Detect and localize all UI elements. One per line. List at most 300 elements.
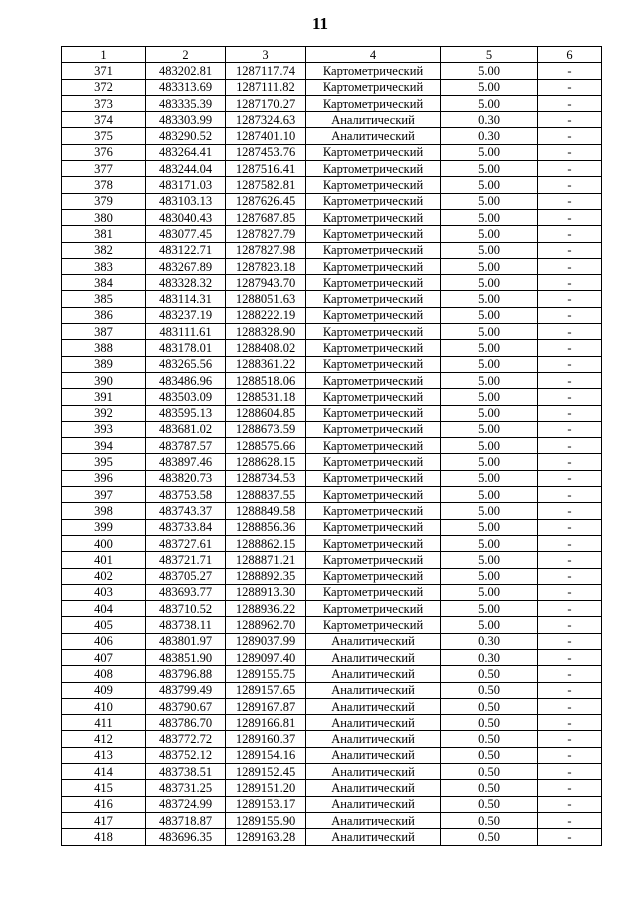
table-body: [62, 63, 602, 845]
x-coordinate-cell: 483202.81: [146, 63, 226, 79]
point-number-cell: 395: [62, 454, 146, 470]
y-coordinate-cell: 1288673.59: [226, 421, 306, 437]
table-row: [62, 552, 602, 568]
point-number-cell: 402: [62, 568, 146, 584]
y-coordinate-cell: 1287943.70: [226, 275, 306, 291]
point-number-cell: 407: [62, 649, 146, 665]
point-number-cell: 393: [62, 421, 146, 437]
table-row: [62, 242, 602, 258]
table-row: [62, 63, 602, 79]
method-cell: Картометрический: [306, 519, 441, 535]
header-row: [62, 47, 602, 63]
x-coordinate-cell: 483486.96: [146, 372, 226, 388]
note-cell: -: [538, 780, 602, 796]
y-coordinate-cell: 1287687.85: [226, 209, 306, 225]
point-number-cell: 373: [62, 95, 146, 111]
note-cell: -: [538, 698, 602, 714]
table-row: [62, 95, 602, 111]
x-coordinate-cell: 483753.58: [146, 487, 226, 503]
point-number-cell: 390: [62, 372, 146, 388]
accuracy-cell: 5.00: [441, 389, 538, 405]
point-number-cell: 374: [62, 112, 146, 128]
note-cell: -: [538, 552, 602, 568]
note-cell: -: [538, 95, 602, 111]
method-cell: Картометрический: [306, 372, 441, 388]
x-coordinate-cell: 483738.11: [146, 617, 226, 633]
x-coordinate-cell: 483267.89: [146, 258, 226, 274]
x-coordinate-cell: 483595.13: [146, 405, 226, 421]
y-coordinate-cell: 1289155.75: [226, 666, 306, 682]
note-cell: -: [538, 405, 602, 421]
table-row: [62, 487, 602, 503]
note-cell: -: [538, 226, 602, 242]
y-coordinate-cell: 1288913.30: [226, 584, 306, 600]
point-number-cell: 386: [62, 307, 146, 323]
y-coordinate-cell: 1288936.22: [226, 601, 306, 617]
column-header-1: 1: [62, 47, 146, 63]
note-cell: -: [538, 193, 602, 209]
point-number-cell: 375: [62, 128, 146, 144]
point-number-cell: 383: [62, 258, 146, 274]
table-row: [62, 177, 602, 193]
point-number-cell: 392: [62, 405, 146, 421]
accuracy-cell: 0.30: [441, 649, 538, 665]
table-row: [62, 372, 602, 388]
method-cell: Картометрический: [306, 324, 441, 340]
point-number-cell: 371: [62, 63, 146, 79]
x-coordinate-cell: 483820.73: [146, 470, 226, 486]
x-coordinate-cell: 483710.52: [146, 601, 226, 617]
accuracy-cell: 0.50: [441, 715, 538, 731]
method-cell: Аналитический: [306, 715, 441, 731]
table-row: [62, 698, 602, 714]
accuracy-cell: 0.50: [441, 764, 538, 780]
method-cell: Аналитический: [306, 812, 441, 828]
table-row: [62, 796, 602, 812]
x-coordinate-cell: 483303.99: [146, 112, 226, 128]
method-cell: Картометрический: [306, 617, 441, 633]
accuracy-cell: 5.00: [441, 209, 538, 225]
method-cell: Картометрический: [306, 177, 441, 193]
x-coordinate-cell: 483313.69: [146, 79, 226, 95]
note-cell: -: [538, 144, 602, 160]
accuracy-cell: 5.00: [441, 405, 538, 421]
point-number-cell: 372: [62, 79, 146, 95]
method-cell: Аналитический: [306, 731, 441, 747]
y-coordinate-cell: 1287582.81: [226, 177, 306, 193]
point-number-cell: 380: [62, 209, 146, 225]
note-cell: -: [538, 177, 602, 193]
table-row: [62, 438, 602, 454]
point-number-cell: 416: [62, 796, 146, 812]
accuracy-cell: 0.50: [441, 682, 538, 698]
point-number-cell: 405: [62, 617, 146, 633]
table-row: [62, 568, 602, 584]
method-cell: Картометрический: [306, 356, 441, 372]
point-number-cell: 397: [62, 487, 146, 503]
point-number-cell: 409: [62, 682, 146, 698]
table-row: [62, 356, 602, 372]
y-coordinate-cell: 1288849.58: [226, 503, 306, 519]
method-cell: Аналитический: [306, 780, 441, 796]
y-coordinate-cell: 1287453.76: [226, 144, 306, 160]
column-header-5: 5: [441, 47, 538, 63]
x-coordinate-cell: 483897.46: [146, 454, 226, 470]
table-row: [62, 209, 602, 225]
column-header-2: 2: [146, 47, 226, 63]
column-header-4: 4: [306, 47, 441, 63]
table-row: [62, 731, 602, 747]
method-cell: Картометрический: [306, 568, 441, 584]
note-cell: -: [538, 372, 602, 388]
note-cell: -: [538, 291, 602, 307]
point-number-cell: 404: [62, 601, 146, 617]
note-cell: -: [538, 112, 602, 128]
note-cell: -: [538, 242, 602, 258]
accuracy-cell: 5.00: [441, 568, 538, 584]
x-coordinate-cell: 483178.01: [146, 340, 226, 356]
method-cell: Картометрический: [306, 340, 441, 356]
accuracy-cell: 5.00: [441, 340, 538, 356]
y-coordinate-cell: 1287823.18: [226, 258, 306, 274]
y-coordinate-cell: 1289167.87: [226, 698, 306, 714]
method-cell: Картометрический: [306, 79, 441, 95]
table-row: [62, 307, 602, 323]
note-cell: -: [538, 161, 602, 177]
table-row: [62, 535, 602, 551]
table-row: [62, 340, 602, 356]
x-coordinate-cell: 483264.41: [146, 144, 226, 160]
method-cell: Картометрический: [306, 275, 441, 291]
x-coordinate-cell: 483738.51: [146, 764, 226, 780]
note-cell: -: [538, 63, 602, 79]
method-cell: Картометрический: [306, 63, 441, 79]
table-row: [62, 144, 602, 160]
accuracy-cell: 5.00: [441, 177, 538, 193]
table-row: [62, 324, 602, 340]
table-row: [62, 275, 602, 291]
x-coordinate-cell: 483111.61: [146, 324, 226, 340]
x-coordinate-cell: 483743.37: [146, 503, 226, 519]
note-cell: -: [538, 584, 602, 600]
note-cell: -: [538, 731, 602, 747]
method-cell: Аналитический: [306, 633, 441, 649]
accuracy-cell: 5.00: [441, 438, 538, 454]
y-coordinate-cell: 1288734.53: [226, 470, 306, 486]
note-cell: -: [538, 649, 602, 665]
accuracy-cell: 5.00: [441, 356, 538, 372]
point-number-cell: 415: [62, 780, 146, 796]
method-cell: Аналитический: [306, 649, 441, 665]
y-coordinate-cell: 1289160.37: [226, 731, 306, 747]
point-number-cell: 382: [62, 242, 146, 258]
note-cell: -: [538, 633, 602, 649]
y-coordinate-cell: 1289153.17: [226, 796, 306, 812]
note-cell: -: [538, 389, 602, 405]
point-number-cell: 411: [62, 715, 146, 731]
y-coordinate-cell: 1289097.40: [226, 649, 306, 665]
note-cell: -: [538, 601, 602, 617]
y-coordinate-cell: 1289155.90: [226, 812, 306, 828]
note-cell: -: [538, 209, 602, 225]
accuracy-cell: 0.50: [441, 829, 538, 845]
method-cell: Картометрический: [306, 291, 441, 307]
y-coordinate-cell: 1287170.27: [226, 95, 306, 111]
note-cell: -: [538, 796, 602, 812]
y-coordinate-cell: 1288892.35: [226, 568, 306, 584]
note-cell: -: [538, 307, 602, 323]
y-coordinate-cell: 1288837.55: [226, 487, 306, 503]
x-coordinate-cell: 483290.52: [146, 128, 226, 144]
y-coordinate-cell: 1288575.66: [226, 438, 306, 454]
y-coordinate-cell: 1288531.18: [226, 389, 306, 405]
y-coordinate-cell: 1289166.81: [226, 715, 306, 731]
y-coordinate-cell: 1287117.74: [226, 63, 306, 79]
note-cell: -: [538, 340, 602, 356]
page-number: 11: [311, 14, 329, 33]
method-cell: Картометрический: [306, 535, 441, 551]
x-coordinate-cell: 483171.03: [146, 177, 226, 193]
table-row: [62, 764, 602, 780]
accuracy-cell: 5.00: [441, 161, 538, 177]
point-number-cell: 417: [62, 812, 146, 828]
accuracy-cell: 5.00: [441, 291, 538, 307]
point-number-cell: 406: [62, 633, 146, 649]
table-row: [62, 584, 602, 600]
table-row: [62, 161, 602, 177]
method-cell: Картометрический: [306, 454, 441, 470]
note-cell: -: [538, 829, 602, 845]
x-coordinate-cell: 483731.25: [146, 780, 226, 796]
accuracy-cell: 0.50: [441, 731, 538, 747]
point-number-cell: 400: [62, 535, 146, 551]
accuracy-cell: 5.00: [441, 275, 538, 291]
note-cell: -: [538, 128, 602, 144]
y-coordinate-cell: 1287827.79: [226, 226, 306, 242]
point-number-cell: 418: [62, 829, 146, 845]
y-coordinate-cell: 1288518.06: [226, 372, 306, 388]
x-coordinate-cell: 483801.97: [146, 633, 226, 649]
table-row: [62, 112, 602, 128]
table-row: [62, 128, 602, 144]
y-coordinate-cell: 1287516.41: [226, 161, 306, 177]
accuracy-cell: 0.30: [441, 128, 538, 144]
x-coordinate-cell: 483335.39: [146, 95, 226, 111]
accuracy-cell: 5.00: [441, 503, 538, 519]
y-coordinate-cell: 1289163.28: [226, 829, 306, 845]
table-row: [62, 780, 602, 796]
table-row: [62, 291, 602, 307]
note-cell: -: [538, 535, 602, 551]
table-row: [62, 503, 602, 519]
table-row: [62, 421, 602, 437]
y-coordinate-cell: 1289154.16: [226, 747, 306, 763]
method-cell: Картометрический: [306, 601, 441, 617]
point-number-cell: 381: [62, 226, 146, 242]
table-row: [62, 649, 602, 665]
accuracy-cell: 0.50: [441, 747, 538, 763]
x-coordinate-cell: 483851.90: [146, 649, 226, 665]
point-number-cell: 379: [62, 193, 146, 209]
accuracy-cell: 5.00: [441, 79, 538, 95]
note-cell: -: [538, 764, 602, 780]
accuracy-cell: 0.30: [441, 633, 538, 649]
x-coordinate-cell: 483077.45: [146, 226, 226, 242]
table-row: [62, 226, 602, 242]
x-coordinate-cell: 483328.32: [146, 275, 226, 291]
y-coordinate-cell: 1289151.20: [226, 780, 306, 796]
x-coordinate-cell: 483786.70: [146, 715, 226, 731]
method-cell: Картометрический: [306, 307, 441, 323]
method-cell: Картометрический: [306, 161, 441, 177]
x-coordinate-cell: 483696.35: [146, 829, 226, 845]
note-cell: -: [538, 519, 602, 535]
note-cell: -: [538, 682, 602, 698]
y-coordinate-cell: 1289157.65: [226, 682, 306, 698]
table-row: [62, 747, 602, 763]
accuracy-cell: 5.00: [441, 601, 538, 617]
point-number-cell: 403: [62, 584, 146, 600]
table-row: [62, 666, 602, 682]
x-coordinate-cell: 483237.19: [146, 307, 226, 323]
accuracy-cell: 5.00: [441, 535, 538, 551]
point-number-cell: 398: [62, 503, 146, 519]
method-cell: Картометрический: [306, 584, 441, 600]
x-coordinate-cell: 483114.31: [146, 291, 226, 307]
y-coordinate-cell: 1288628.15: [226, 454, 306, 470]
x-coordinate-cell: 483721.71: [146, 552, 226, 568]
method-cell: Картометрический: [306, 487, 441, 503]
y-coordinate-cell: 1287401.10: [226, 128, 306, 144]
accuracy-cell: 5.00: [441, 552, 538, 568]
x-coordinate-cell: 483503.09: [146, 389, 226, 405]
x-coordinate-cell: 483796.88: [146, 666, 226, 682]
accuracy-cell: 5.00: [441, 193, 538, 209]
table-row: [62, 812, 602, 828]
table-row: [62, 715, 602, 731]
x-coordinate-cell: 483752.12: [146, 747, 226, 763]
method-cell: Картометрический: [306, 258, 441, 274]
column-header-6: 6: [538, 47, 602, 63]
point-number-cell: 376: [62, 144, 146, 160]
note-cell: -: [538, 747, 602, 763]
point-number-cell: 408: [62, 666, 146, 682]
x-coordinate-cell: 483040.43: [146, 209, 226, 225]
accuracy-cell: 5.00: [441, 372, 538, 388]
note-cell: -: [538, 324, 602, 340]
note-cell: -: [538, 812, 602, 828]
accuracy-cell: 5.00: [441, 226, 538, 242]
y-coordinate-cell: 1287324.63: [226, 112, 306, 128]
table-row: [62, 682, 602, 698]
y-coordinate-cell: 1288361.22: [226, 356, 306, 372]
y-coordinate-cell: 1288856.36: [226, 519, 306, 535]
y-coordinate-cell: 1289037.99: [226, 633, 306, 649]
x-coordinate-cell: 483799.49: [146, 682, 226, 698]
point-number-cell: 378: [62, 177, 146, 193]
point-number-cell: 396: [62, 470, 146, 486]
method-cell: Картометрический: [306, 193, 441, 209]
method-cell: Аналитический: [306, 829, 441, 845]
x-coordinate-cell: 483772.72: [146, 731, 226, 747]
table-row: [62, 829, 602, 845]
point-number-cell: 391: [62, 389, 146, 405]
accuracy-cell: 5.00: [441, 584, 538, 600]
x-coordinate-cell: 483244.04: [146, 161, 226, 177]
x-coordinate-cell: 483718.87: [146, 812, 226, 828]
point-number-cell: 414: [62, 764, 146, 780]
method-cell: Картометрический: [306, 470, 441, 486]
point-number-cell: 387: [62, 324, 146, 340]
accuracy-cell: 5.00: [441, 95, 538, 111]
method-cell: Картометрический: [306, 503, 441, 519]
note-cell: -: [538, 487, 602, 503]
table-row: [62, 405, 602, 421]
y-coordinate-cell: 1288962.70: [226, 617, 306, 633]
x-coordinate-cell: 483265.56: [146, 356, 226, 372]
point-number-cell: 377: [62, 161, 146, 177]
method-cell: Аналитический: [306, 112, 441, 128]
note-cell: -: [538, 438, 602, 454]
x-coordinate-cell: 483705.27: [146, 568, 226, 584]
table-row: [62, 633, 602, 649]
accuracy-cell: 0.50: [441, 796, 538, 812]
y-coordinate-cell: 1288408.02: [226, 340, 306, 356]
point-number-cell: 389: [62, 356, 146, 372]
table-row: [62, 617, 602, 633]
x-coordinate-cell: 483727.61: [146, 535, 226, 551]
note-cell: -: [538, 666, 602, 682]
note-cell: -: [538, 503, 602, 519]
y-coordinate-cell: 1288862.15: [226, 535, 306, 551]
method-cell: Картометрический: [306, 144, 441, 160]
point-number-cell: 384: [62, 275, 146, 291]
method-cell: Картометрический: [306, 226, 441, 242]
table-row: [62, 389, 602, 405]
y-coordinate-cell: 1287111.82: [226, 79, 306, 95]
note-cell: -: [538, 356, 602, 372]
accuracy-cell: 0.50: [441, 780, 538, 796]
method-cell: Картометрический: [306, 438, 441, 454]
x-coordinate-cell: 483103.13: [146, 193, 226, 209]
y-coordinate-cell: 1287827.98: [226, 242, 306, 258]
note-cell: -: [538, 617, 602, 633]
point-number-cell: 399: [62, 519, 146, 535]
point-number-cell: 410: [62, 698, 146, 714]
table-header: [62, 47, 602, 63]
note-cell: -: [538, 568, 602, 584]
point-number-cell: 394: [62, 438, 146, 454]
y-coordinate-cell: 1288871.21: [226, 552, 306, 568]
method-cell: Картометрический: [306, 552, 441, 568]
accuracy-cell: 5.00: [441, 421, 538, 437]
point-number-cell: 401: [62, 552, 146, 568]
note-cell: -: [538, 79, 602, 95]
method-cell: Аналитический: [306, 747, 441, 763]
method-cell: Картометрический: [306, 421, 441, 437]
y-coordinate-cell: 1288222.19: [226, 307, 306, 323]
note-cell: -: [538, 258, 602, 274]
coordinates-table: [61, 46, 602, 846]
accuracy-cell: 5.00: [441, 454, 538, 470]
x-coordinate-cell: 483790.67: [146, 698, 226, 714]
method-cell: Аналитический: [306, 682, 441, 698]
y-coordinate-cell: 1288051.63: [226, 291, 306, 307]
point-number-cell: 412: [62, 731, 146, 747]
table-row: [62, 454, 602, 470]
note-cell: -: [538, 421, 602, 437]
column-header-3: 3: [226, 47, 306, 63]
